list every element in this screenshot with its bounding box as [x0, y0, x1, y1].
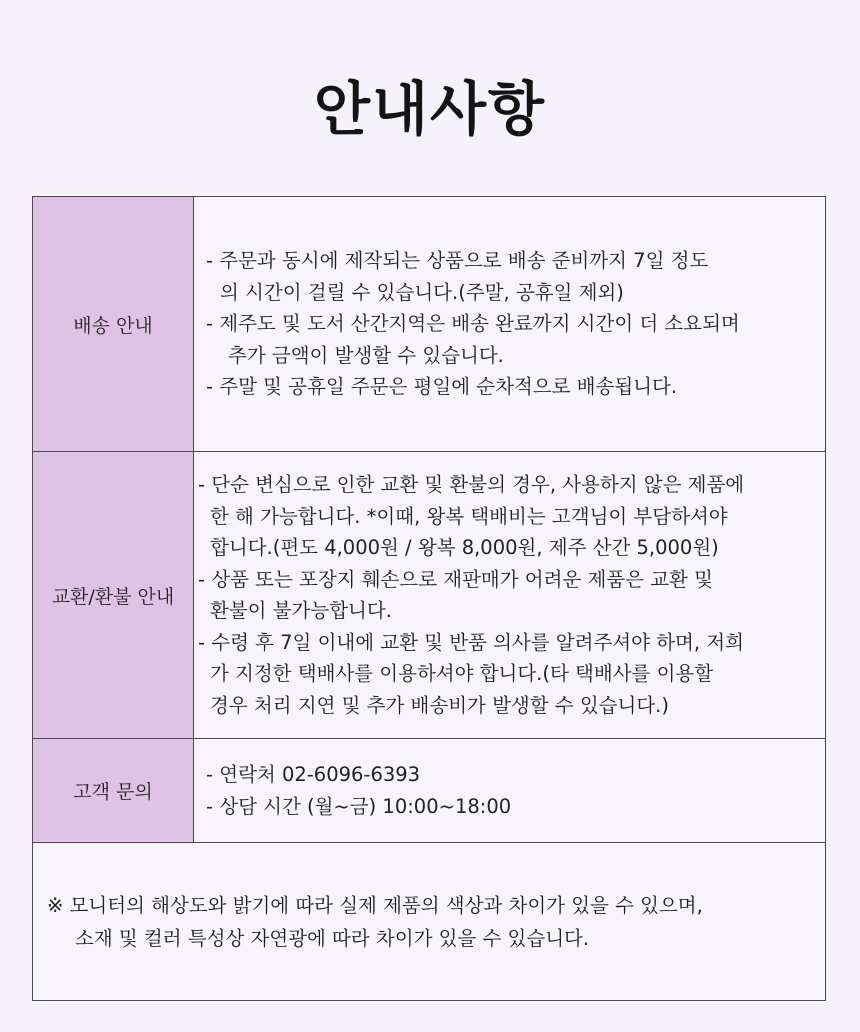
shipping-line: - 주말 및 공휴일 주문은 평일에 순차적으로 배송됩니다. [206, 375, 678, 399]
exchange-line: 한 해 가능합니다. *이때, 왕복 택배비는 고객님이 부담하셔야 [210, 504, 728, 528]
exchange-line: - 상품 또는 포장지 훼손으로 재판매가 어려운 제품은 교환 및 [198, 567, 713, 591]
shipping-line: 의 시간이 걸릴 수 있습니다.(주말, 공휴일 제외) [220, 280, 624, 304]
exchange-row [33, 452, 826, 739]
shipping-line: - 제주도 및 도서 산간지역은 배송 완료까지 시간이 더 소요되며 [206, 312, 740, 336]
exchange-line: 합니다.(편도 4,000원 / 왕복 8,000원, 제주 산간 5,000원) [210, 536, 719, 559]
shipping-content [194, 197, 826, 452]
page-title: 안내사항 [313, 75, 547, 143]
exchange-label: 교환/환불 안내 [33, 452, 194, 739]
shipping-row [33, 197, 826, 452]
footer-note [33, 843, 826, 1001]
shipping-line: 추가 금액이 발생할 수 있습니다. [228, 343, 504, 367]
exchange-line: - 수령 후 7일 이내에 교환 및 반품 의사를 알려주셔야 하며, 저희 [198, 630, 744, 654]
shipping-label: 배송 안내 [33, 197, 194, 452]
exchange-line: 경우 처리 지연 및 추가 배송비가 발생할 수 있습니다.) [210, 693, 669, 717]
footer-row [33, 843, 826, 1001]
footer-line: 소재 및 컬러 특성상 자연광에 따라 차이가 있을 수 있습니다. [75, 926, 590, 950]
exchange-content [194, 452, 826, 739]
contact-phone: - 연락처 02-6096-6393 [206, 763, 421, 786]
contact-row [33, 739, 826, 843]
footer-line: ※ 모니터의 해상도와 밝기에 따라 실제 제품의 색상과 차이가 있을 수 있으며, [47, 893, 703, 917]
notice-table [32, 196, 826, 1001]
shipping-line: - 주문과 동시에 제작되는 상품으로 배송 준비까지 7일 정도 [206, 249, 709, 273]
exchange-line: 환불이 불가능합니다. [210, 599, 392, 622]
exchange-line: 가 지정한 택배사를 이용하셔야 합니다.(타 택배사를 이용할 [210, 662, 714, 685]
exchange-line: - 단순 변심으로 인한 교환 및 환불의 경우, 사용하지 않은 제품에 [198, 473, 745, 496]
contact-content [194, 739, 826, 843]
contact-label: 고객 문의 [33, 739, 194, 843]
contact-hours: - 상담 시간 (월~금) 10:00~18:00 [206, 794, 512, 818]
